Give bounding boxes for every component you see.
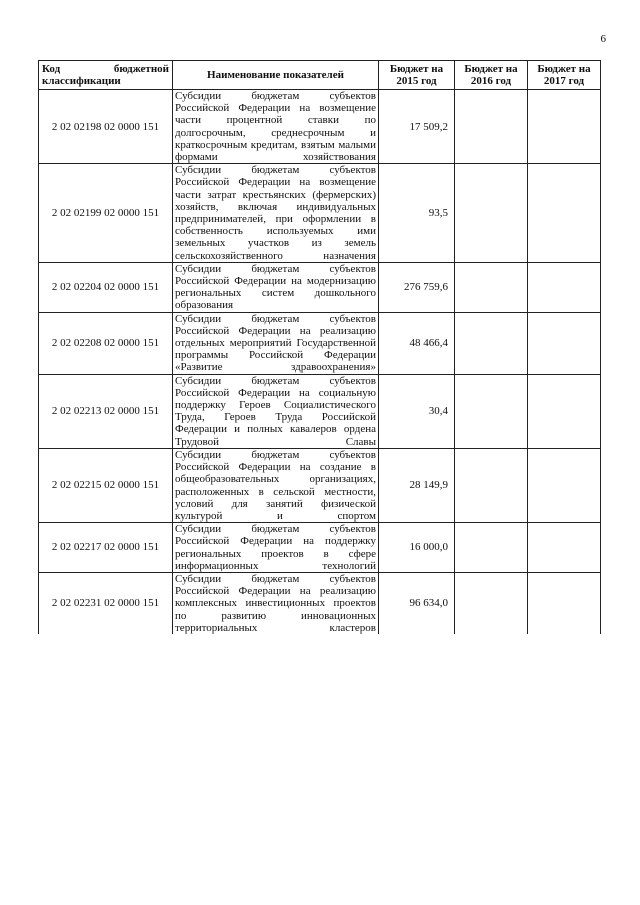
row-code: 2 02 02231 02 0000 151 [39, 572, 173, 634]
row-budget-2016 [455, 523, 528, 573]
row-budget-2015: 28 149,9 [379, 448, 455, 522]
row-code: 2 02 02208 02 0000 151 [39, 312, 173, 374]
row-budget-2016 [455, 448, 528, 522]
row-budget-2015: 17 509,2 [379, 90, 455, 164]
header-budget-2016: Бюджет на 2016 год [455, 61, 528, 90]
header-name: Наименование показателей [173, 61, 379, 90]
row-name: Субсидии бюджетам субъектов Российской Федерации на реализацию комплексных инвестиционных проектов по развитию инновационных территориальных кластеров [173, 572, 379, 634]
table-row [39, 312, 601, 374]
row-code: 2 02 02198 02 0000 151 [39, 90, 173, 164]
row-budget-2016 [455, 374, 528, 448]
table-row [39, 448, 601, 522]
row-budget-2017 [528, 90, 601, 164]
row-budget-2017 [528, 312, 601, 374]
row-budget-2015: 30,4 [379, 374, 455, 448]
row-budget-2015: 48 466,4 [379, 312, 455, 374]
table-row [39, 164, 601, 263]
row-budget-2017 [528, 448, 601, 522]
table-row [39, 90, 601, 164]
row-budget-2017 [528, 262, 601, 312]
row-budget-2016 [455, 572, 528, 634]
row-budget-2017 [528, 572, 601, 634]
row-code: 2 02 02204 02 0000 151 [39, 262, 173, 312]
table-header-row [39, 61, 601, 90]
row-budget-2016 [455, 262, 528, 312]
header-code: Код бюджетной классификации [39, 61, 173, 90]
row-name: Субсидии бюджетам субъектов Российской Федерации на создание в общеобразовательных организациях, расположенных в сельской местности, условий для занятий физической культурой и спортом [173, 448, 379, 522]
row-budget-2015: 96 634,0 [379, 572, 455, 634]
page-number: 6 [600, 33, 606, 45]
row-name: Субсидии бюджетам субъектов Российской Федерации на социальную поддержку Героев Социалистического Труда, Героев Труда Российской Федерации и полных кавалеров ордена Трудовой Славы [173, 374, 379, 448]
row-budget-2016 [455, 312, 528, 374]
budget-table [38, 60, 601, 634]
header-budget-2017: Бюджет на 2017 год [528, 61, 601, 90]
table-row [39, 374, 601, 448]
row-code: 2 02 02217 02 0000 151 [39, 523, 173, 573]
row-name: Субсидии бюджетам субъектов Российской Федерации на реализацию отдельных мероприятий Государственной программы Российской Федерации «Развитие здравоохранения» [173, 312, 379, 374]
row-budget-2017 [528, 374, 601, 448]
row-budget-2015: 276 759,6 [379, 262, 455, 312]
row-name: Субсидии бюджетам субъектов Российской Федерации на возмещение части процентной ставки по долгосрочным, среднесрочным и краткосрочным кредитам, взятым малыми формами хозяйствования [173, 90, 379, 164]
row-name: Субсидии бюджетам субъектов Российской Федерации на поддержку региональных проектов в сфере информационных технологий [173, 523, 379, 573]
row-code: 2 02 02215 02 0000 151 [39, 448, 173, 522]
table-row [39, 572, 601, 634]
row-budget-2015: 93,5 [379, 164, 455, 263]
row-budget-2015: 16 000,0 [379, 523, 455, 573]
row-code: 2 02 02213 02 0000 151 [39, 374, 173, 448]
row-name: Субсидии бюджетам субъектов Российской Федерации на модернизацию региональных систем дошкольного образования [173, 262, 379, 312]
header-budget-2015: Бюджет на 2015 год [379, 61, 455, 90]
table-row [39, 262, 601, 312]
row-name: Субсидии бюджетам субъектов Российской Федерации на возмещение части затрат крестьянских (фермерских) хозяйств, включая индивидуальных предпринимателей, при оформлении в собственность используемых ими земельных участков из земель сельскохозяйственного назначения [173, 164, 379, 263]
row-budget-2017 [528, 164, 601, 263]
row-budget-2016 [455, 164, 528, 263]
row-code: 2 02 02199 02 0000 151 [39, 164, 173, 263]
table-row [39, 523, 601, 573]
row-budget-2017 [528, 523, 601, 573]
row-budget-2016 [455, 90, 528, 164]
